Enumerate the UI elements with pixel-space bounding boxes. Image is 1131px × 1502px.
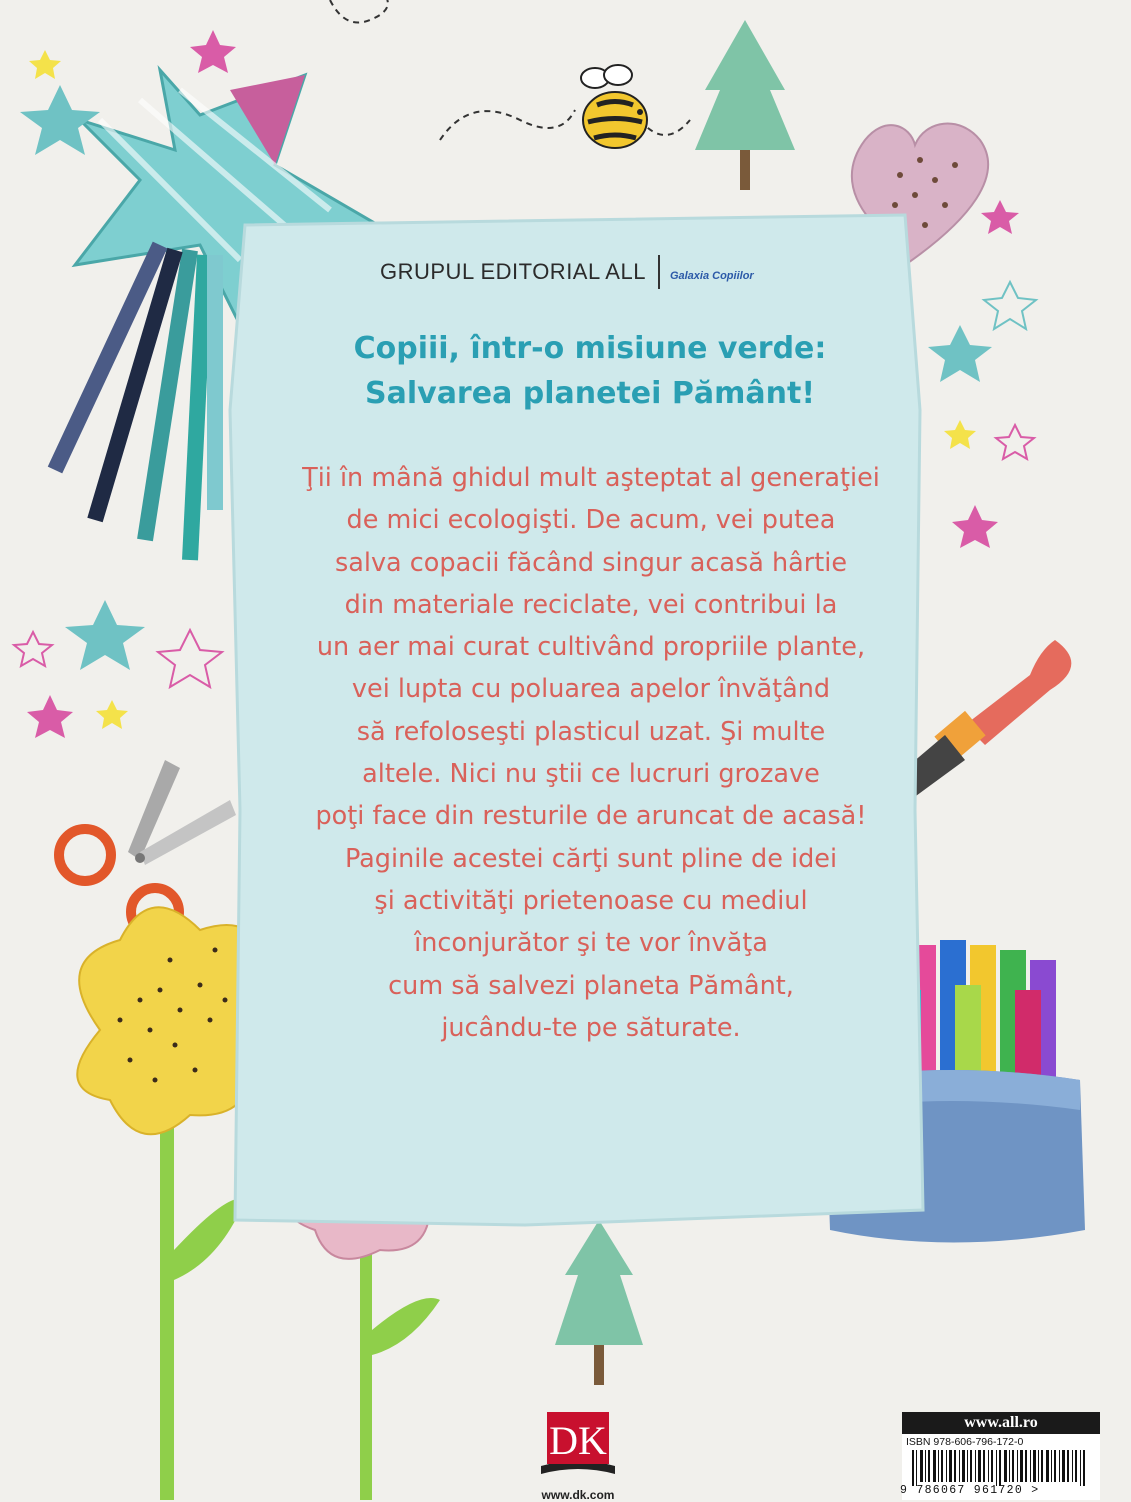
blurb-line: un aer mai curat cultivând propriile plante, [316, 632, 866, 663]
blurb-line: salva copacii făcând singur acasă hârtie [334, 547, 848, 578]
publisher-logo [380, 255, 840, 289]
blurb-text [226, 457, 956, 1049]
publisher-name: GRUPUL EDITORIAL ALL [380, 259, 646, 284]
publisher-url: www.all.ro [902, 1412, 1100, 1434]
tree-icon [555, 1220, 643, 1385]
tree-icon [695, 20, 795, 190]
imprint-name: Galaxia Copiilor [669, 270, 754, 282]
publisher-divider [658, 255, 660, 289]
blurb-line: şi activităţi prietenoase cu mediul [374, 885, 808, 916]
headline [240, 326, 940, 416]
blurb-line: Ţii în mână ghidul mult aşteptat al generaţiei [302, 463, 880, 493]
blurb-line: înconjurător şi te vor învăţa [414, 928, 768, 959]
headline-line-2: Salvarea planetei Pământ! [365, 376, 815, 411]
blurb-line: poţi face din resturile de aruncat de acasă! [315, 801, 867, 832]
blurb-line: cum să salvezi planeta Pământ, [388, 970, 794, 1001]
blurb-line: de mici ecologişti. De acum, vei putea [346, 505, 836, 536]
dk-logo-text: DK [549, 1418, 607, 1463]
bee-icon [581, 65, 647, 148]
blurb-line: altele. Nici nu ştii ce lucruri grozave [362, 759, 820, 790]
barcode-digits: 9 786067 961720 > [900, 1484, 1040, 1497]
barcode-bars [912, 1450, 1092, 1486]
blurb-line: să refoloseşti plasticul uzat. Şi multe [356, 716, 826, 747]
blurb-line: din materiale reciclate, vei contribui la [344, 589, 838, 620]
star-outline-icon [984, 282, 1036, 329]
blurb-line: Paginile acestei cărţi sunt pline de idei [344, 843, 838, 874]
blurb-line: vei lupta cu poluarea apelor învăţând [351, 674, 831, 705]
isbn-number: ISBN 978-606-796-172-0 [906, 1436, 1024, 1448]
dk-logo [537, 1408, 619, 1478]
blurb-line: jucându-te pe săturate. [441, 1012, 741, 1043]
dk-url: www.dk.com [541, 1488, 615, 1502]
headline-line-1: Copiii, într-o misiune verde: [353, 331, 827, 366]
